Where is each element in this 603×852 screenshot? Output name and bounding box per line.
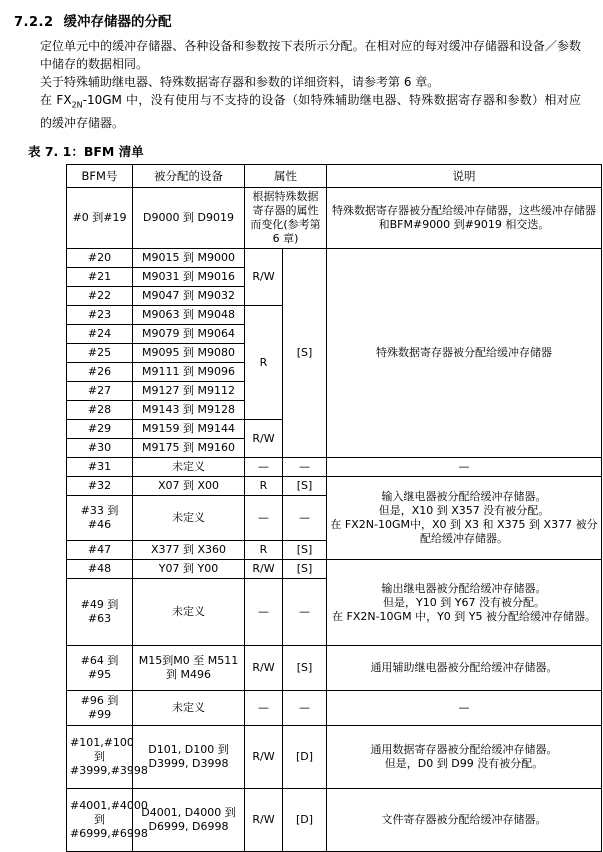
cell-attribute: 根据特殊数据寄存器的属性而变化(参考第 6 章) xyxy=(245,188,327,249)
cell-description-m-general: 通用辅助继电器被分配给缓冲存储器。 xyxy=(327,646,602,691)
cell-device: Y07 到 Y00 xyxy=(133,560,245,579)
cell-attribute-a: R xyxy=(245,541,283,560)
cell-device: M9031 到 M9016 xyxy=(133,268,245,287)
cell-attribute-b: — xyxy=(283,579,327,646)
cell-attribute-r: R xyxy=(245,306,283,420)
cell-attribute-a: — xyxy=(245,691,283,726)
cell-attribute-a: R/W xyxy=(245,726,283,789)
table-row xyxy=(67,646,602,691)
cell-attribute-a: — xyxy=(245,579,283,646)
intro-paragraphs xyxy=(40,37,581,132)
cell-device: M9047 到 M9032 xyxy=(133,287,245,306)
cell-device: M9175 到 M9160 xyxy=(133,439,245,458)
table-row xyxy=(67,458,602,477)
cell-device: M9159 到 M9144 xyxy=(133,420,245,439)
desc-line-1: 输入继电器被分配给缓冲存储器。 xyxy=(381,490,547,504)
cell-device: M9015 到 M9000 xyxy=(133,249,245,268)
cell-attribute-b: — xyxy=(283,458,327,477)
header-device: 被分配的设备 xyxy=(133,165,245,188)
paragraph-1: 定位单元中的缓冲存储器、各种设备和参数按下表所示分配。在相对应的每对缓冲存储器和设备／参数中储存的数据相同。 xyxy=(40,39,581,71)
cell-device: M9127 到 M9112 xyxy=(133,382,245,401)
cell-bfm: #4001,#4000 到#6999,#6998 xyxy=(67,789,133,852)
cell-description: 特殊数据寄存器被分配给缓冲存储器，这些缓冲存储器和BFM#9000 到#9019 相交迭。 xyxy=(327,188,602,249)
table-row xyxy=(67,188,602,249)
cell-bfm: #0 到#19 xyxy=(67,188,133,249)
cell-bfm: #20 xyxy=(67,249,133,268)
cell-device: 未定义 xyxy=(133,496,245,541)
cell-description-file-reg: 文件寄存器被分配给缓冲存储器。 xyxy=(327,789,602,852)
desc-line-2: 但是，D0 到 D99 没有被分配。 xyxy=(384,757,544,771)
cell-attribute-b: — xyxy=(283,691,327,726)
cell-bfm: #101,#100 到#3999,#3998 xyxy=(67,726,133,789)
cell-bfm: #29 xyxy=(67,420,133,439)
table-row xyxy=(67,249,602,268)
header-bfm: BFM号 xyxy=(67,165,133,188)
cell-attribute-b: [S] xyxy=(283,477,327,496)
table-row xyxy=(67,691,602,726)
cell-bfm: #21 xyxy=(67,268,133,287)
section-heading xyxy=(14,10,589,30)
cell-bfm: #25 xyxy=(67,344,133,363)
paragraph-3-subscript: 2N xyxy=(71,100,83,110)
desc-line-3: 在 FX2N-10GM 中，Y0 到 Y5 被分配给缓冲存储器。 xyxy=(332,609,596,623)
desc-line-1: 通用数据寄存器被分配给缓冲存储器。 xyxy=(370,743,558,757)
section-number: 7.2.2 xyxy=(14,15,54,30)
section-title: 缓冲存储器的分配 xyxy=(63,14,172,30)
cell-bfm: #31 xyxy=(67,458,133,477)
cell-device: D9000 到 D9019 xyxy=(133,188,245,249)
cell-bfm: #24 xyxy=(67,325,133,344)
table-row xyxy=(67,477,602,496)
bfm-table xyxy=(66,164,602,852)
cell-device: X07 到 X00 xyxy=(133,477,245,496)
paragraph-3 xyxy=(40,91,581,132)
cell-device: 未定义 xyxy=(133,458,245,477)
cell-device: M9079 到 M9064 xyxy=(133,325,245,344)
cell-bfm: #30 xyxy=(67,439,133,458)
cell-device: M9143 到 M9128 xyxy=(133,401,245,420)
cell-device: 未定义 xyxy=(133,579,245,646)
cell-device: M9095 到 M9080 xyxy=(133,344,245,363)
cell-bfm: #49 到#63 xyxy=(67,579,133,646)
cell-description-output xyxy=(327,560,602,646)
cell-device: M15到M0 至 M511 到 M496 xyxy=(133,646,245,691)
cell-device: 未定义 xyxy=(133,691,245,726)
cell-attribute-b: [D] xyxy=(283,789,327,852)
desc-line-2: 但是，Y10 到 Y67 没有被分配。 xyxy=(383,595,545,609)
cell-device: M9063 到 M9048 xyxy=(133,306,245,325)
cell-bfm: #28 xyxy=(67,401,133,420)
cell-device: M9111 到 M9096 xyxy=(133,363,245,382)
cell-description-input xyxy=(327,477,602,560)
cell-bfm: #64 到#95 xyxy=(67,646,133,691)
paragraph-3-post: -10GM 中，没有使用与不支持的设备（如特殊辅助继电器、特殊数据寄存器和参数）相对应的缓冲存储器。 xyxy=(40,93,581,131)
cell-bfm: #47 xyxy=(67,541,133,560)
cell-description: — xyxy=(327,458,602,477)
cell-attribute-a: R xyxy=(245,477,283,496)
cell-bfm: #27 xyxy=(67,382,133,401)
cell-description-special-d: 特殊数据寄存器被分配给缓冲存储器 xyxy=(327,249,602,458)
cell-attribute-a: R/W xyxy=(245,646,283,691)
cell-attribute-b: [S] xyxy=(283,541,327,560)
cell-device: X377 到 X360 xyxy=(133,541,245,560)
header-description: 说明 xyxy=(327,165,602,188)
cell-attribute-b: — xyxy=(283,496,327,541)
table-row xyxy=(67,789,602,852)
cell-attribute-a: R/W xyxy=(245,560,283,579)
cell-attribute-rw-top: R/W xyxy=(245,249,283,306)
cell-bfm: #22 xyxy=(67,287,133,306)
cell-bfm: #26 xyxy=(67,363,133,382)
cell-attribute-a: R/W xyxy=(245,789,283,852)
cell-description: — xyxy=(327,691,602,726)
cell-bfm: #48 xyxy=(67,560,133,579)
desc-line-3: 在 FX2N-10GM中，X0 到 X3 和 X375 到 X377 被分配给缓冲存储器。 xyxy=(330,518,598,546)
cell-bfm: #96 到#99 xyxy=(67,691,133,726)
table-header-row xyxy=(67,165,602,188)
desc-line-1: 输出继电器被分配给缓冲存储器。 xyxy=(381,581,547,595)
cell-attribute-rw-bottom: R/W xyxy=(245,420,283,458)
table-row xyxy=(67,726,602,789)
desc-line-2: 但是，X10 到 X357 没有被分配。 xyxy=(378,504,550,518)
cell-device: D101, D100 到 D3999, D3998 xyxy=(133,726,245,789)
cell-attribute-b: [S] xyxy=(283,646,327,691)
cell-device: D4001, D4000 到 D6999, D6998 xyxy=(133,789,245,852)
cell-attribute-b: [S] xyxy=(283,560,327,579)
cell-attribute-a: — xyxy=(245,458,283,477)
table-caption: 表 7. 1：BFM 清单 xyxy=(28,144,144,160)
cell-bfm: #23 xyxy=(67,306,133,325)
cell-bfm: #33 到#46 xyxy=(67,496,133,541)
cell-attribute-a: — xyxy=(245,496,283,541)
cell-description-d-general xyxy=(327,726,602,789)
table-row xyxy=(67,560,602,579)
paragraph-3-pre: 在 FX xyxy=(40,93,72,107)
cell-attribute-s: [S] xyxy=(283,249,327,458)
paragraph-2: 关于特殊辅助继电器、特殊数据寄存器和参数的详细资料，请参考第 6 章。 xyxy=(40,75,440,89)
header-attribute: 属性 xyxy=(245,165,327,188)
cell-attribute-b: [D] xyxy=(283,726,327,789)
cell-bfm: #32 xyxy=(67,477,133,496)
